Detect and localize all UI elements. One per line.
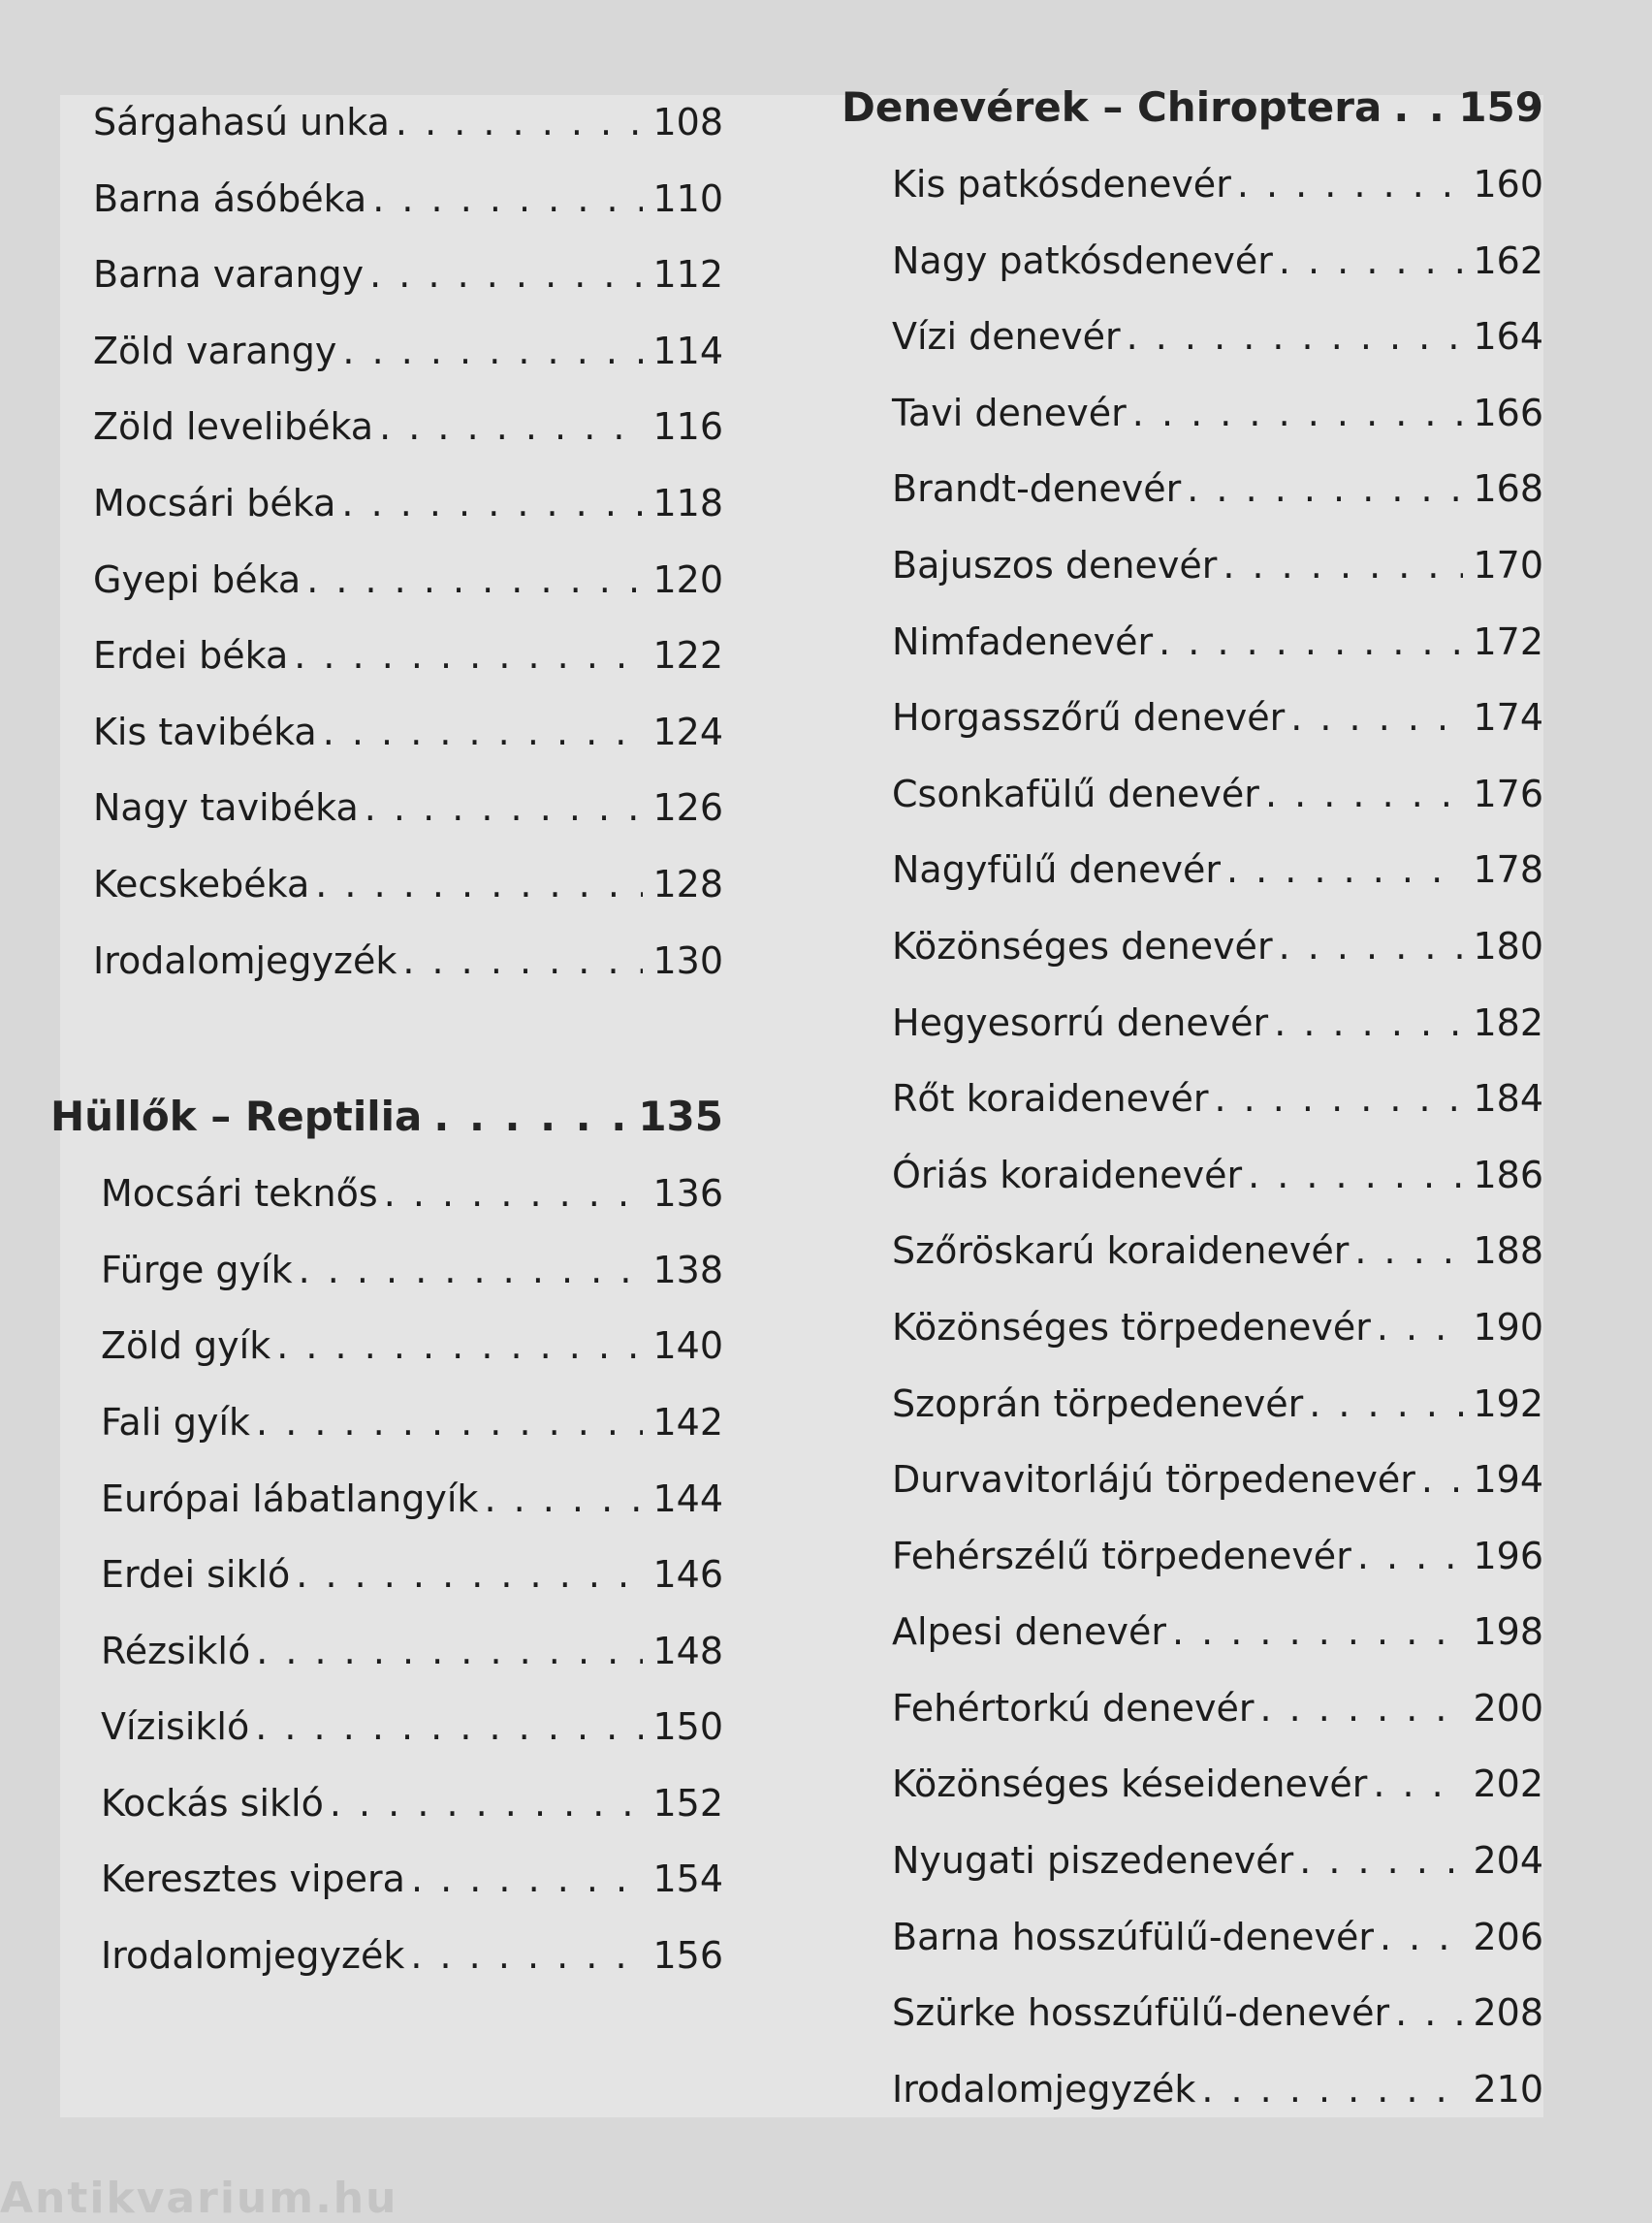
entry-label: Kis tavibéka: [93, 710, 317, 753]
leader-dots: [1259, 1687, 1463, 1730]
entry-page-number: 192: [1473, 1381, 1543, 1425]
toc-entry: [93, 863, 723, 939]
leader-dots: [294, 634, 643, 677]
toc-entry: [892, 696, 1543, 773]
entry-page-number: 110: [652, 176, 723, 220]
entry-page-number: 152: [652, 1781, 723, 1825]
leader-dots: [330, 1782, 644, 1825]
toc-entry: [892, 1077, 1543, 1154]
toc-left-column: [50, 101, 723, 2011]
entry-page-number: 116: [652, 405, 723, 449]
entry-label: Zöld gyík: [101, 1324, 271, 1368]
toc-entry: [892, 1839, 1543, 1916]
entry-label: Szőröskarú koraidenevér: [892, 1229, 1350, 1273]
leader-dots: [1279, 239, 1464, 282]
leader-dots: [323, 711, 644, 753]
leader-dots: [256, 1401, 643, 1444]
toc-entry: [892, 620, 1543, 697]
entry-page-number: 154: [652, 1858, 723, 1901]
leader-dots: [369, 253, 643, 296]
leader-dots: [1354, 1229, 1463, 1272]
entry-page-number: 198: [1473, 1610, 1543, 1654]
entry-label: Nimfadenevér: [892, 619, 1154, 663]
entry-page-number: 118: [652, 481, 723, 524]
toc-entry: [93, 786, 723, 863]
toc-entry: [101, 1249, 723, 1325]
leader-dots: [1279, 925, 1464, 968]
leader-dots: [255, 1705, 643, 1748]
toc-entry: [892, 239, 1543, 316]
toc-entry: [892, 1001, 1543, 1078]
leader-dots: [1357, 1535, 1464, 1577]
leader-dots: [433, 1093, 632, 1140]
toc-entry: [101, 1630, 723, 1706]
entry-label: Hegyesorrú denevér: [892, 1000, 1269, 1044]
section-spacer: [93, 1015, 723, 1093]
entry-page-number: 200: [1473, 1686, 1543, 1730]
entry-label: Tavi denevér: [892, 391, 1127, 434]
entry-page-number: 202: [1473, 1763, 1543, 1806]
entry-label: Alpesi denevér: [892, 1610, 1166, 1654]
leader-dots: [1380, 1916, 1463, 1958]
toc-entry: [892, 1306, 1543, 1382]
toc-entry: [93, 253, 723, 330]
leader-dots: [1274, 1001, 1463, 1044]
leader-dots: [1393, 83, 1452, 131]
toc-entry: [93, 177, 723, 254]
toc-entry: [101, 1934, 723, 2011]
leader-dots: [484, 1477, 643, 1520]
entry-page-number: 128: [652, 862, 723, 905]
leader-dots: [1421, 1458, 1464, 1501]
leader-dots: [1248, 1154, 1463, 1196]
toc-entry: [892, 1763, 1543, 1839]
entry-label: Durvavitorlájú törpedenevér: [892, 1458, 1415, 1502]
entry-label: Kis patkósdenevér: [892, 163, 1231, 206]
entry-label: Kockás sikló: [101, 1781, 324, 1825]
leader-dots: [384, 1172, 644, 1215]
entry-page-number: 170: [1473, 543, 1543, 587]
entry-label: Óriás koraidenevér: [892, 1153, 1243, 1196]
toc-entry: [892, 544, 1543, 620]
toc-right-column: [842, 83, 1543, 2144]
toc-entry: [93, 634, 723, 711]
toc-entry: [892, 1535, 1543, 1611]
entry-label: Horgasszőrű denevér: [892, 696, 1286, 740]
entry-label: Barna varangy: [93, 253, 365, 297]
entry-page-number: 184: [1473, 1077, 1543, 1121]
entry-label: Nagyfülű denevér: [892, 848, 1221, 892]
leader-dots: [396, 101, 644, 143]
toc-entry: [892, 1610, 1543, 1687]
toc-section-heading: [50, 1093, 723, 1172]
toc-entry: [93, 939, 723, 1016]
entry-label: Erdei sikló: [101, 1553, 291, 1597]
leader-dots: [342, 330, 643, 372]
toc-entry: [892, 1154, 1543, 1230]
leader-dots: [306, 558, 643, 601]
entry-page-number: 120: [652, 557, 723, 601]
toc-entry: [892, 315, 1543, 392]
leader-dots: [1187, 467, 1463, 510]
leader-dots: [1132, 392, 1464, 434]
entry-label: Irodalomjegyzék: [101, 1934, 405, 1978]
entry-page-number: 108: [652, 101, 723, 143]
entry-label: Szürke hosszúfülű-denevér: [892, 1991, 1390, 2035]
toc-entry: [101, 1705, 723, 1782]
leader-dots: [1159, 620, 1463, 663]
entry-label: Bajuszos denevér: [892, 543, 1218, 587]
entry-label: Barna hosszúfülű-denevér: [892, 1915, 1374, 1958]
leader-dots: [256, 1630, 643, 1672]
entry-label: Közönséges törpedenevér: [892, 1305, 1371, 1349]
entry-page-number: 130: [652, 938, 723, 982]
entry-page-number: 126: [652, 786, 723, 830]
section-page-number: 159: [1458, 83, 1543, 131]
toc-entry: [93, 711, 723, 787]
entry-label: Fehértorkú denevér: [892, 1686, 1255, 1730]
entry-label: Nyugati piszedenevér: [892, 1839, 1294, 1883]
leader-dots: [1172, 1610, 1464, 1653]
toc-entry: [892, 773, 1543, 849]
entry-page-number: 142: [652, 1400, 723, 1444]
entry-page-number: 122: [652, 634, 723, 678]
entry-page-number: 166: [1473, 391, 1543, 434]
entry-label: Fehérszélű törpedenevér: [892, 1534, 1351, 1577]
entry-label: Rőt koraidenevér: [892, 1077, 1209, 1121]
toc-section-heading: [842, 83, 1543, 163]
entry-page-number: 150: [652, 1705, 723, 1749]
entry-label: Brandt-denevér: [892, 467, 1182, 511]
toc-entry: [101, 1324, 723, 1401]
leader-dots: [365, 786, 644, 829]
entry-page-number: 180: [1473, 924, 1543, 968]
entry-page-number: 188: [1473, 1229, 1543, 1273]
entry-page-number: 182: [1473, 1000, 1543, 1044]
toc-entry: [101, 1477, 723, 1554]
entry-page-number: 210: [1473, 2067, 1543, 2111]
leader-dots: [315, 863, 643, 905]
entry-page-number: 208: [1473, 1991, 1543, 2035]
leader-dots: [341, 482, 643, 524]
leader-dots: [299, 1249, 644, 1291]
toc-entry: [93, 101, 723, 177]
leader-dots: [1237, 163, 1464, 206]
toc-entry: [892, 467, 1543, 544]
watermark: Antikvarium.hu: [0, 2174, 398, 2223]
toc-entry: [892, 848, 1543, 925]
entry-label: Irodalomjegyzék: [892, 2067, 1196, 2111]
leader-dots: [1309, 1382, 1463, 1425]
entry-page-number: 206: [1473, 1915, 1543, 1958]
toc-entries-reptiles: [101, 1172, 723, 2011]
toc-entry: [892, 2068, 1543, 2144]
leader-dots: [1395, 1991, 1463, 2034]
entry-page-number: 178: [1473, 848, 1543, 892]
leader-dots: [1377, 1306, 1464, 1349]
toc-entry: [93, 558, 723, 635]
leader-dots: [410, 1934, 643, 1977]
entry-label: Fali gyík: [101, 1400, 251, 1444]
toc-entry: [93, 482, 723, 558]
section-page-number: 135: [638, 1093, 723, 1141]
entry-page-number: 148: [652, 1629, 723, 1672]
entry-page-number: 190: [1473, 1305, 1543, 1349]
entry-label: Rézsikló: [101, 1629, 251, 1672]
toc-entry: [892, 1687, 1543, 1763]
toc-entry: [892, 1458, 1543, 1535]
entry-page-number: 176: [1473, 772, 1543, 815]
entry-page-number: 160: [1473, 163, 1543, 206]
leader-dots: [411, 1858, 644, 1900]
leader-dots: [1127, 315, 1464, 358]
toc-entry: [892, 1382, 1543, 1459]
leader-dots: [379, 405, 643, 448]
entry-label: Keresztes vipera: [101, 1858, 405, 1901]
entry-label: Európai lábatlangyík: [101, 1477, 479, 1520]
entry-label: Közönséges denevér: [892, 924, 1273, 968]
toc-entry: [892, 1229, 1543, 1306]
entry-page-number: 144: [652, 1477, 723, 1520]
leader-dots: [1226, 848, 1464, 891]
leader-dots: [1201, 2068, 1463, 2111]
entry-label: Vízi denevér: [892, 315, 1121, 359]
toc-entry: [892, 392, 1543, 468]
entry-page-number: 138: [652, 1248, 723, 1291]
entry-page-number: 172: [1473, 619, 1543, 663]
entry-label: Sárgahasú unka: [93, 101, 390, 143]
leader-dots: [1265, 773, 1464, 815]
section-title: Hüllők – Reptilia: [50, 1093, 423, 1141]
entry-page-number: 164: [1473, 315, 1543, 359]
leader-dots: [372, 177, 643, 220]
entry-page-number: 194: [1473, 1458, 1543, 1502]
toc-entry: [892, 1991, 1543, 2068]
entry-label: Irodalomjegyzék: [93, 938, 397, 982]
entry-page-number: 204: [1473, 1839, 1543, 1883]
entry-label: Gyepi béka: [93, 557, 302, 601]
entry-page-number: 114: [652, 329, 723, 372]
leader-dots: [1373, 1763, 1463, 1805]
entry-label: Csonkafülű denevér: [892, 772, 1259, 815]
toc-entries-bats: [842, 163, 1543, 2144]
leader-dots: [1214, 1077, 1463, 1120]
toc-entry: [101, 1401, 723, 1477]
leader-dots: [276, 1324, 643, 1367]
toc-entry: [93, 330, 723, 406]
entry-label: Nagy tavibéka: [93, 786, 359, 830]
entry-page-number: 186: [1473, 1153, 1543, 1196]
toc-entry: [892, 1916, 1543, 1992]
entry-page-number: 174: [1473, 696, 1543, 740]
entry-label: Mocsári béka: [93, 481, 336, 524]
section-title: Denevérek – Chiroptera: [842, 83, 1382, 131]
entry-page-number: 168: [1473, 467, 1543, 511]
entry-label: Barna ásóbéka: [93, 176, 367, 220]
entry-label: Zöld levelibéka: [93, 405, 374, 449]
entry-page-number: 196: [1473, 1534, 1543, 1577]
toc-entry: [101, 1553, 723, 1630]
leader-dots: [296, 1553, 643, 1596]
toc-entries-amphibians: [93, 101, 723, 1015]
entry-page-number: 162: [1473, 238, 1543, 282]
entry-label: Kecskebéka: [93, 862, 310, 905]
entry-page-number: 146: [652, 1553, 723, 1597]
leader-dots: [1299, 1839, 1463, 1882]
toc-entry: [93, 405, 723, 482]
entry-page-number: 136: [652, 1172, 723, 1216]
toc-entry: [892, 925, 1543, 1001]
entry-label: Fürge gyík: [101, 1248, 293, 1291]
entry-page-number: 140: [652, 1324, 723, 1368]
entry-label: Zöld varangy: [93, 329, 337, 372]
entry-page-number: 156: [652, 1934, 723, 1978]
entry-label: Vízisikló: [101, 1705, 250, 1749]
leader-dots: [1223, 544, 1463, 587]
toc-entry: [101, 1172, 723, 1249]
entry-page-number: 124: [652, 710, 723, 753]
entry-label: Közönséges késeidenevér: [892, 1763, 1368, 1806]
entry-label: Szoprán törpedenevér: [892, 1381, 1304, 1425]
leader-dots: [1290, 696, 1463, 739]
toc-entry: [101, 1858, 723, 1934]
entry-label: Mocsári teknős: [101, 1172, 378, 1216]
entry-label: Erdei béka: [93, 634, 289, 678]
entry-label: Nagy patkósdenevér: [892, 238, 1273, 282]
toc-entry: [101, 1782, 723, 1858]
toc-entry: [892, 163, 1543, 239]
leader-dots: [402, 939, 643, 982]
entry-page-number: 112: [652, 253, 723, 297]
